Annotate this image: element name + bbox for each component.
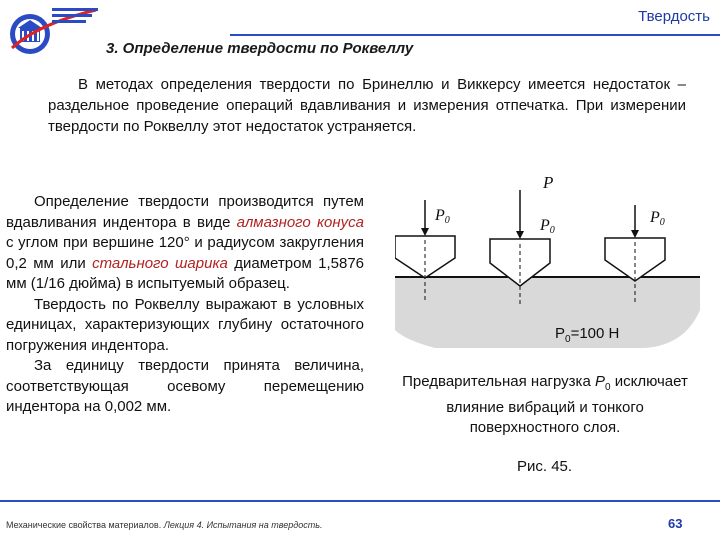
note-text: Предварительная нагрузка <box>402 373 595 390</box>
label-p-indenter2: P0 <box>540 217 555 236</box>
note-symbol: P <box>594 373 605 390</box>
header-title: Твердость <box>638 8 710 25</box>
preload-amount: =100 Н <box>570 325 620 342</box>
label-p-indenter3: P0 <box>650 209 665 228</box>
figure-caption: Рис. 45. <box>517 458 573 475</box>
paragraph-unit-definition: За единицу твердости принята величина, соответствующая осевому перемещению индентора на 0,002 мм. <box>6 357 364 415</box>
text-span: с углом при вершине 120° и радиусом закругления 0,2 мм или <box>6 234 364 272</box>
note-subscript: 0 <box>604 382 611 393</box>
description-text <box>6 192 364 418</box>
footer-divider <box>0 500 720 502</box>
footer-lecture: Лекция 4. Испытания на твердость. <box>163 520 323 530</box>
label-p-indenter1: P0 <box>435 207 450 226</box>
preload-symbol: P <box>555 325 566 342</box>
university-logo <box>8 4 100 58</box>
text-span: диаметром 1,5876 мм (1/16 дюйма) в испытуемый образец. <box>6 254 364 292</box>
label-p-total: P <box>543 173 554 192</box>
paragraph-method <box>6 192 364 295</box>
paragraph-units: Твердость по Роквеллу выражают в условных единицах, характеризующих глубину остаточного погружения индентора. <box>6 295 364 354</box>
intro-paragraph <box>48 74 686 137</box>
header-divider <box>230 34 720 36</box>
text-span: Определение твердости производится путем вдавливания индентора в виде <box>6 193 364 231</box>
intro-text: В методах определения твердости по Бринеллю и Виккерсу имеется недостаток – раздельное проведение операций вдавливания и измерения отпечатка. При измерении твердости по Роквеллу этот недостаток устраняется. <box>48 76 686 135</box>
preload-note <box>400 372 690 438</box>
steel-ball-term: стального шарика <box>92 254 228 272</box>
specimen-body <box>395 277 700 348</box>
note-text: исключает влияние вибраций и тонкого поверхностного слоя. <box>446 373 688 436</box>
section-title: 3. Определение твердости по Роквеллу <box>106 40 414 57</box>
footer-text <box>6 520 322 530</box>
preload-value <box>555 325 619 345</box>
diamond-cone-term: алмазного конуса <box>236 213 364 231</box>
page-number: 63 <box>668 516 683 531</box>
preload-subscript: 0 <box>565 334 571 345</box>
footer-course: Механические свойства материалов. <box>6 520 164 530</box>
rockwell-diagram <box>395 160 700 350</box>
